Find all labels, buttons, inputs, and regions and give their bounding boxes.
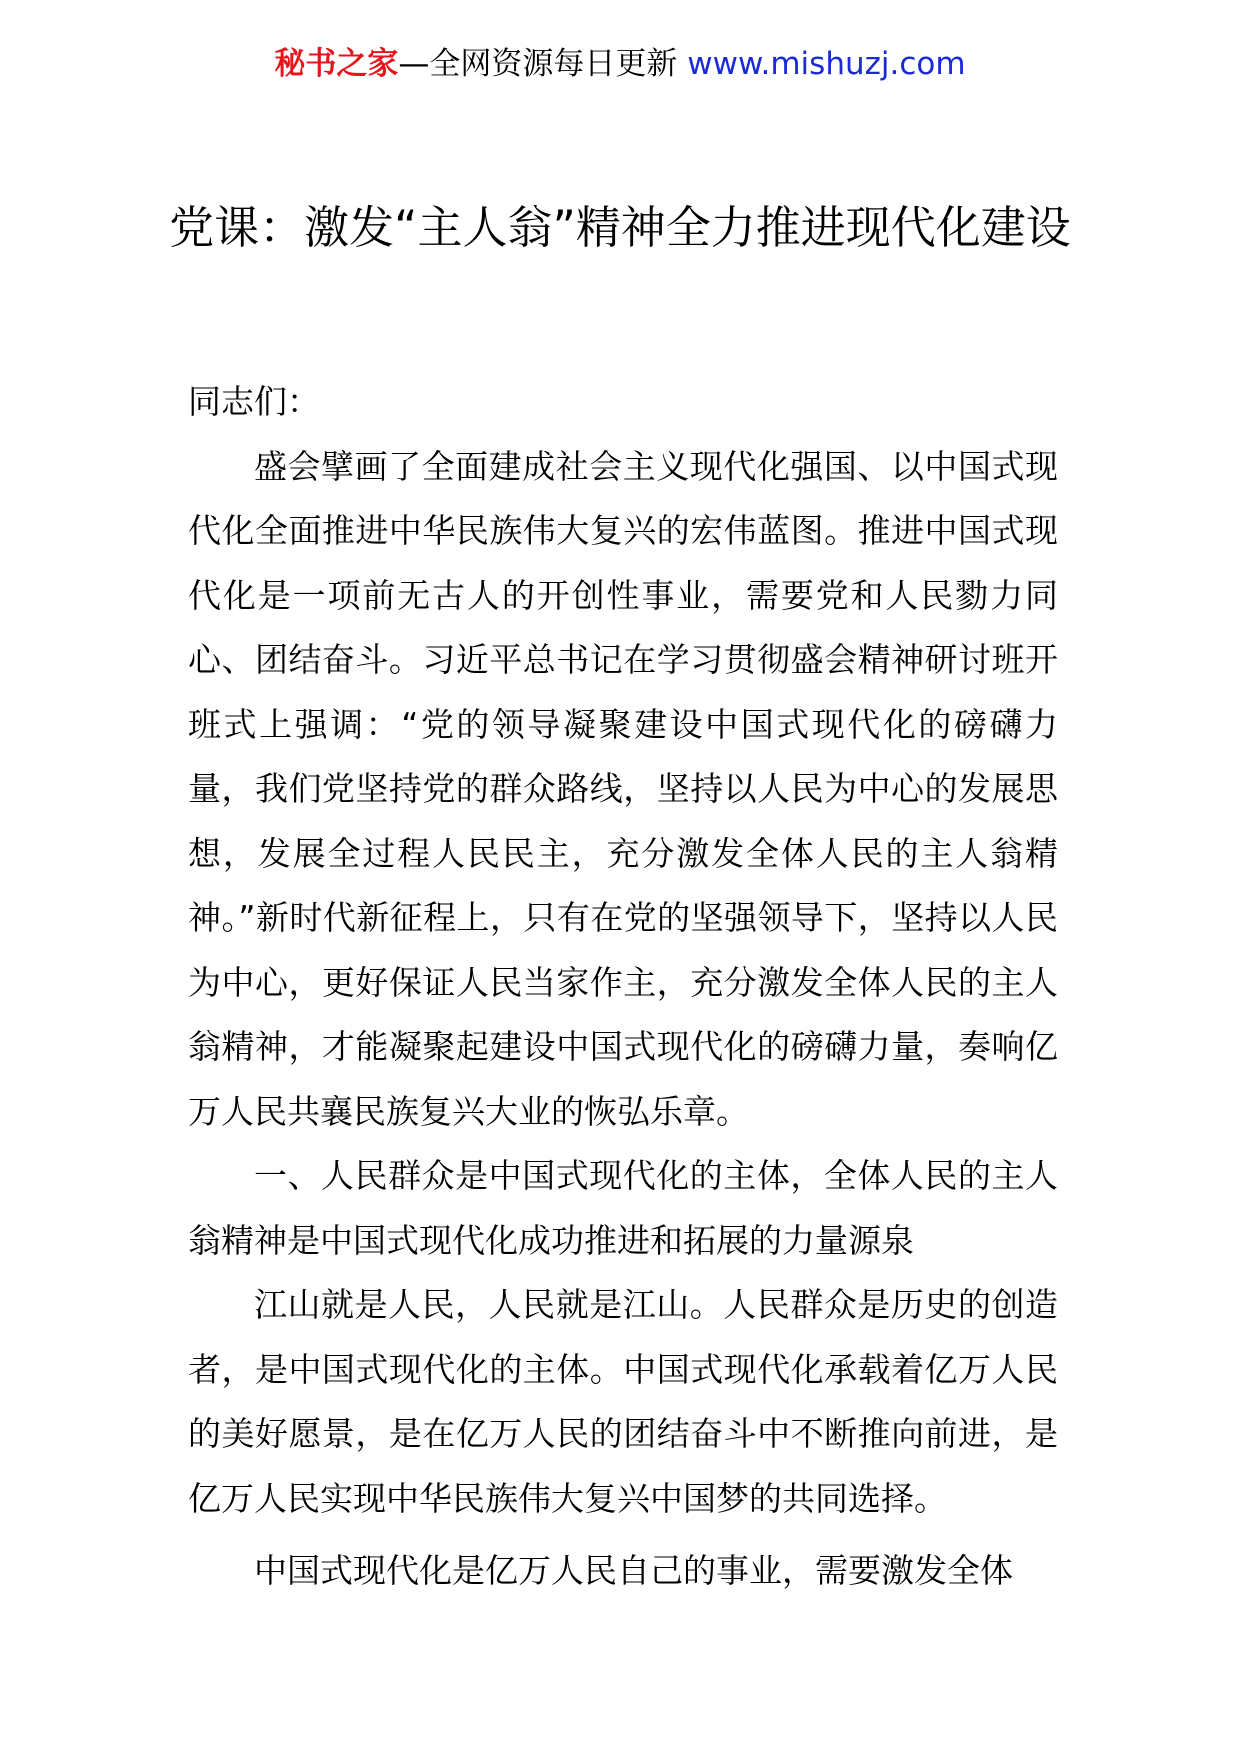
salutation: 同志们：: [188, 382, 320, 421]
section-heading: 一、人民群众是中国式现代化的主体，全体人民的主人翁精神是中国式现代化成功推进和拓展的力量源泉: [188, 1156, 1058, 1260]
document-title: 党课：激发“主人翁”精神全力推进现代化建设: [169, 201, 1071, 254]
site-brand: 秘书之家: [274, 46, 399, 82]
site-header: [0, 42, 1240, 86]
body-paragraph: 中国式现代化是亿万人民自己的事业，需要激发全体: [254, 1551, 1013, 1590]
body-paragraph: 江山就是人民，人民就是江山。人民群众是历史的创造者，是中国式现代化的主体。中国式现代化承载着亿万人民的美好愿景，是在亿万人民的团结奋斗中不断推向前进，是亿万人民实现中华民族伟大复兴中国梦的共同选择。: [188, 1285, 1058, 1518]
site-url-link[interactable]: www.mishuzj.com: [687, 46, 966, 82]
body-paragraph: 盛会擘画了全面建成社会主义现代化强国、以中国式现代化全面推进中华民族伟大复兴的宏伟蓝图。推进中国式现代化是一项前无古人的开创性事业，需要党和人民勠力同心、团结奋斗。习近平总书记在学习贯彻盛会精神研讨班开班式上强调：“党的领导凝聚建设中国式现代化的磅礴力量，我们党坚持党的群众路线，坚持以人民为中心的发展思想，发展全过程人民民主，充分激发全体人民的主人翁精神。”新时代新征程上，只有在党的坚强领导下，坚持以人民为中心，更好保证人民当家作主，充分激发全体人民的主人翁精神，才能凝聚起建设中国式现代化的磅礴力量，奏响亿万人民共襄民族复兴大业的恢弘乐章。: [188, 446, 1058, 1131]
site-tagline: —全网资源每日更新: [398, 46, 678, 82]
document-body: [188, 370, 1058, 1604]
